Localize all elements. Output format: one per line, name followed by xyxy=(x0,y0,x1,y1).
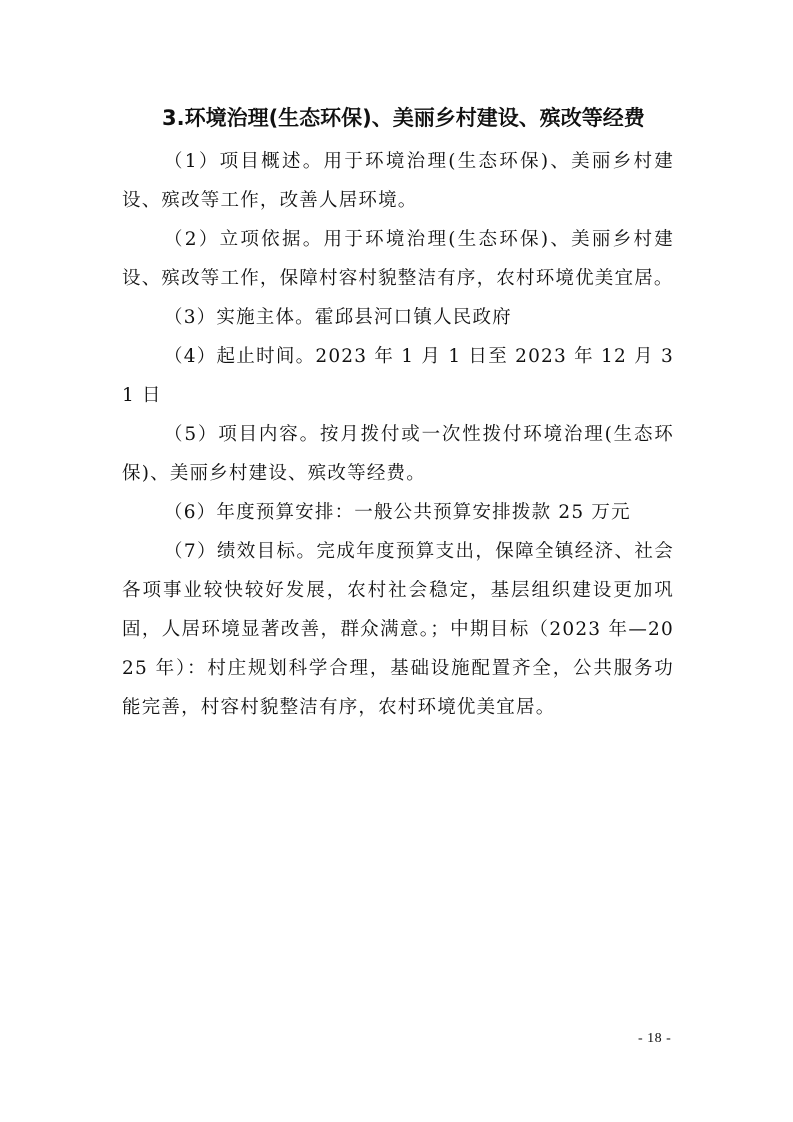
paragraph-budget: （6）年度预算安排：一般公共预算安排拨款 25 万元 xyxy=(164,502,631,523)
paragraph-performance-goals: （7）绩效目标。完成年度预算支出，保障全镇经济、社会各项事业较快较好发展，农村社会稳定，基层组织建设更加巩固，人居环境显著改善，群众满意。；中期目标（2023 年—2025 年）：村庄规划科学合理，基础设施配置齐全，公共服务功能完善，村容村貌整洁有序，农村环境优美宜居。 xyxy=(122,541,674,718)
paragraph-implementer: （3）实施主体。霍邱县河口镇人民政府 xyxy=(164,307,512,328)
body-text xyxy=(122,142,674,727)
paragraph-project-overview: （1）项目概述。用于环境治理(生态环保)、美丽乡村建设、殡改等工作，改善人居环境。 xyxy=(122,151,674,211)
section-title: 3.环境治理(生态环保)、美丽乡村建设、殡改等经费 xyxy=(162,106,645,130)
paragraph-basis: （2）立项依据。用于环境治理(生态环保)、美丽乡村建设、殡改等工作，保障村容村貌整洁有序，农村环境优美宜居。 xyxy=(122,229,674,289)
page-number: - 18 - xyxy=(638,1031,672,1046)
paragraph-time-period: （4）起止时间。2023 年 1 月 1 日至 2023 年 12 月 31 日 xyxy=(122,346,674,406)
paragraph-content: （5）项目内容。按月拨付或一次性拨付环境治理(生态环保)、美丽乡村建设、殡改等经费。 xyxy=(122,424,674,484)
